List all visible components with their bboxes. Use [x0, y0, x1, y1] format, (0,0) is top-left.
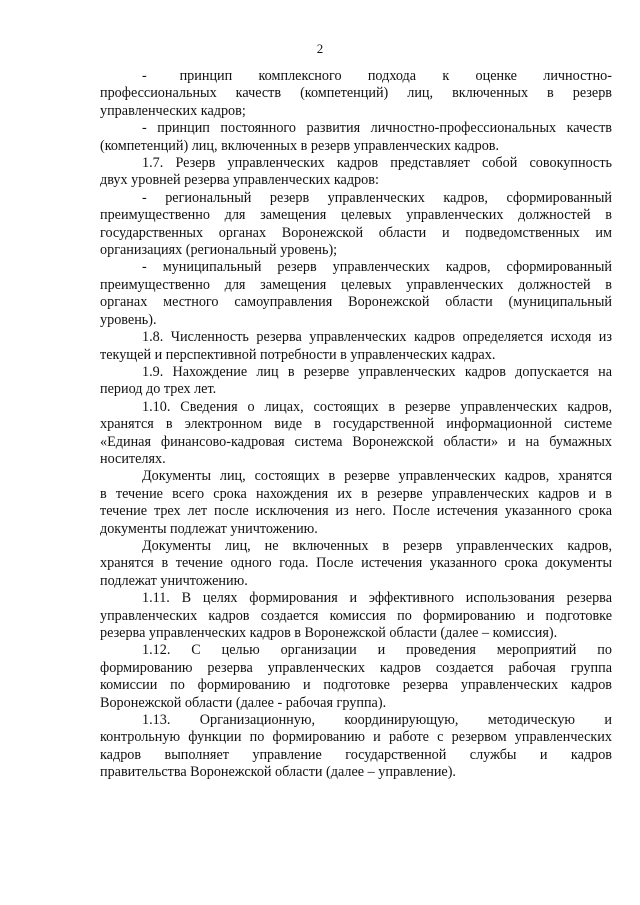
text-line: управленческих кадров создается комиссия по формированию и подготовке: [100, 607, 612, 624]
text-line: государственных органах Воронежской области и подведомственных им: [100, 224, 612, 241]
text-line: в течение всего срока нахождения их в резерве управленческих кадров и в: [100, 485, 612, 502]
text-line: 1.11. В целях формирования и эффективного использования резерва: [142, 590, 612, 607]
text-line: документы подлежат уничтожению.: [100, 520, 318, 537]
text-line: управленческих кадров;: [100, 102, 246, 119]
text-line: 1.13. Организационную, координирующую, методическую и: [142, 712, 612, 729]
text-line: хранятся в течение одного года. После истечения указанного срока документы: [100, 555, 612, 572]
document-body: [100, 68, 612, 782]
text-line: контрольную функции по формированию и работе с резервом управленческих: [100, 729, 612, 746]
text-line: Документы лиц, не включенных в резерв управленческих кадров,: [142, 537, 612, 554]
text-line: носителях.: [100, 450, 166, 467]
text-line: профессиональных качеств (компетенций) лиц, включенных в резерв: [100, 85, 612, 102]
text-line: органах местного самоуправления Воронежской области (муниципальный: [100, 294, 612, 311]
text-line: - принцип комплексного подхода к оценке личностно-: [142, 68, 612, 84]
text-line: текущей и перспективной потребности в управленческих кадрах.: [100, 346, 496, 363]
page-number: 2: [316, 41, 324, 56]
text-line: комиссии по формированию и подготовке резерва управленческих кадров: [100, 677, 612, 694]
text-line: 1.12. С целью организации и проведения мероприятий по: [142, 642, 612, 659]
text-line: - региональный резерв управленческих кадров, сформированный: [142, 189, 612, 206]
text-line: 1.8. Численность резерва управленческих кадров определяется исходя из: [142, 329, 612, 346]
text-line: формированию резерва управленческих кадров создается рабочая группа: [100, 659, 612, 676]
text-line: 1.7. Резерв управленческих кадров представляет собой совокупность: [142, 155, 612, 172]
text-line: Воронежской области (далее - рабочая группа).: [100, 694, 387, 711]
text-line: кадров выполняет управление государственной службы и кадров: [100, 746, 612, 763]
text-line: подлежат уничтожению.: [100, 572, 248, 589]
text-line: «Единая финансово-кадровая система Воронежской области» и на бумажных: [100, 433, 612, 450]
text-line: 1.10. Сведения о лицах, состоящих в резерве управленческих кадров,: [142, 398, 612, 415]
text-line: период до трех лет.: [100, 381, 217, 398]
text-line: уровень).: [100, 311, 157, 328]
text-line: преимущественно для замещения целевых управленческих должностей в: [100, 207, 612, 224]
text-line: преимущественно для замещения целевых управленческих должностей в: [100, 276, 612, 293]
text-line: правительства Воронежской области (далее – управление).: [100, 764, 456, 781]
text-line: резерва управленческих кадров в Воронежской области (далее – комиссия).: [100, 625, 558, 641]
text-line: - принцип постоянного развития личностно-профессиональных качеств: [142, 120, 612, 137]
text-line: 1.9. Нахождение лиц в резерве управленческих кадров допускается на: [142, 363, 612, 380]
text-line: течение трех лет после исключения из него. После истечения указанного срока: [100, 503, 612, 520]
text-line: - муниципальный резерв управленческих кадров, сформированный: [142, 259, 612, 276]
text-line: двух уровней резерва управленческих кадров:: [100, 172, 379, 189]
text-line: (компетенций) лиц, включенных в резерв управленческих кадров.: [100, 137, 500, 154]
text-line: Документы лиц, состоящих в резерве управленческих кадров, хранятся: [142, 468, 612, 485]
text-line: хранятся в электронном виде в государственной информационной системе: [100, 416, 612, 433]
text-line: организациях (региональный уровень);: [100, 242, 338, 259]
